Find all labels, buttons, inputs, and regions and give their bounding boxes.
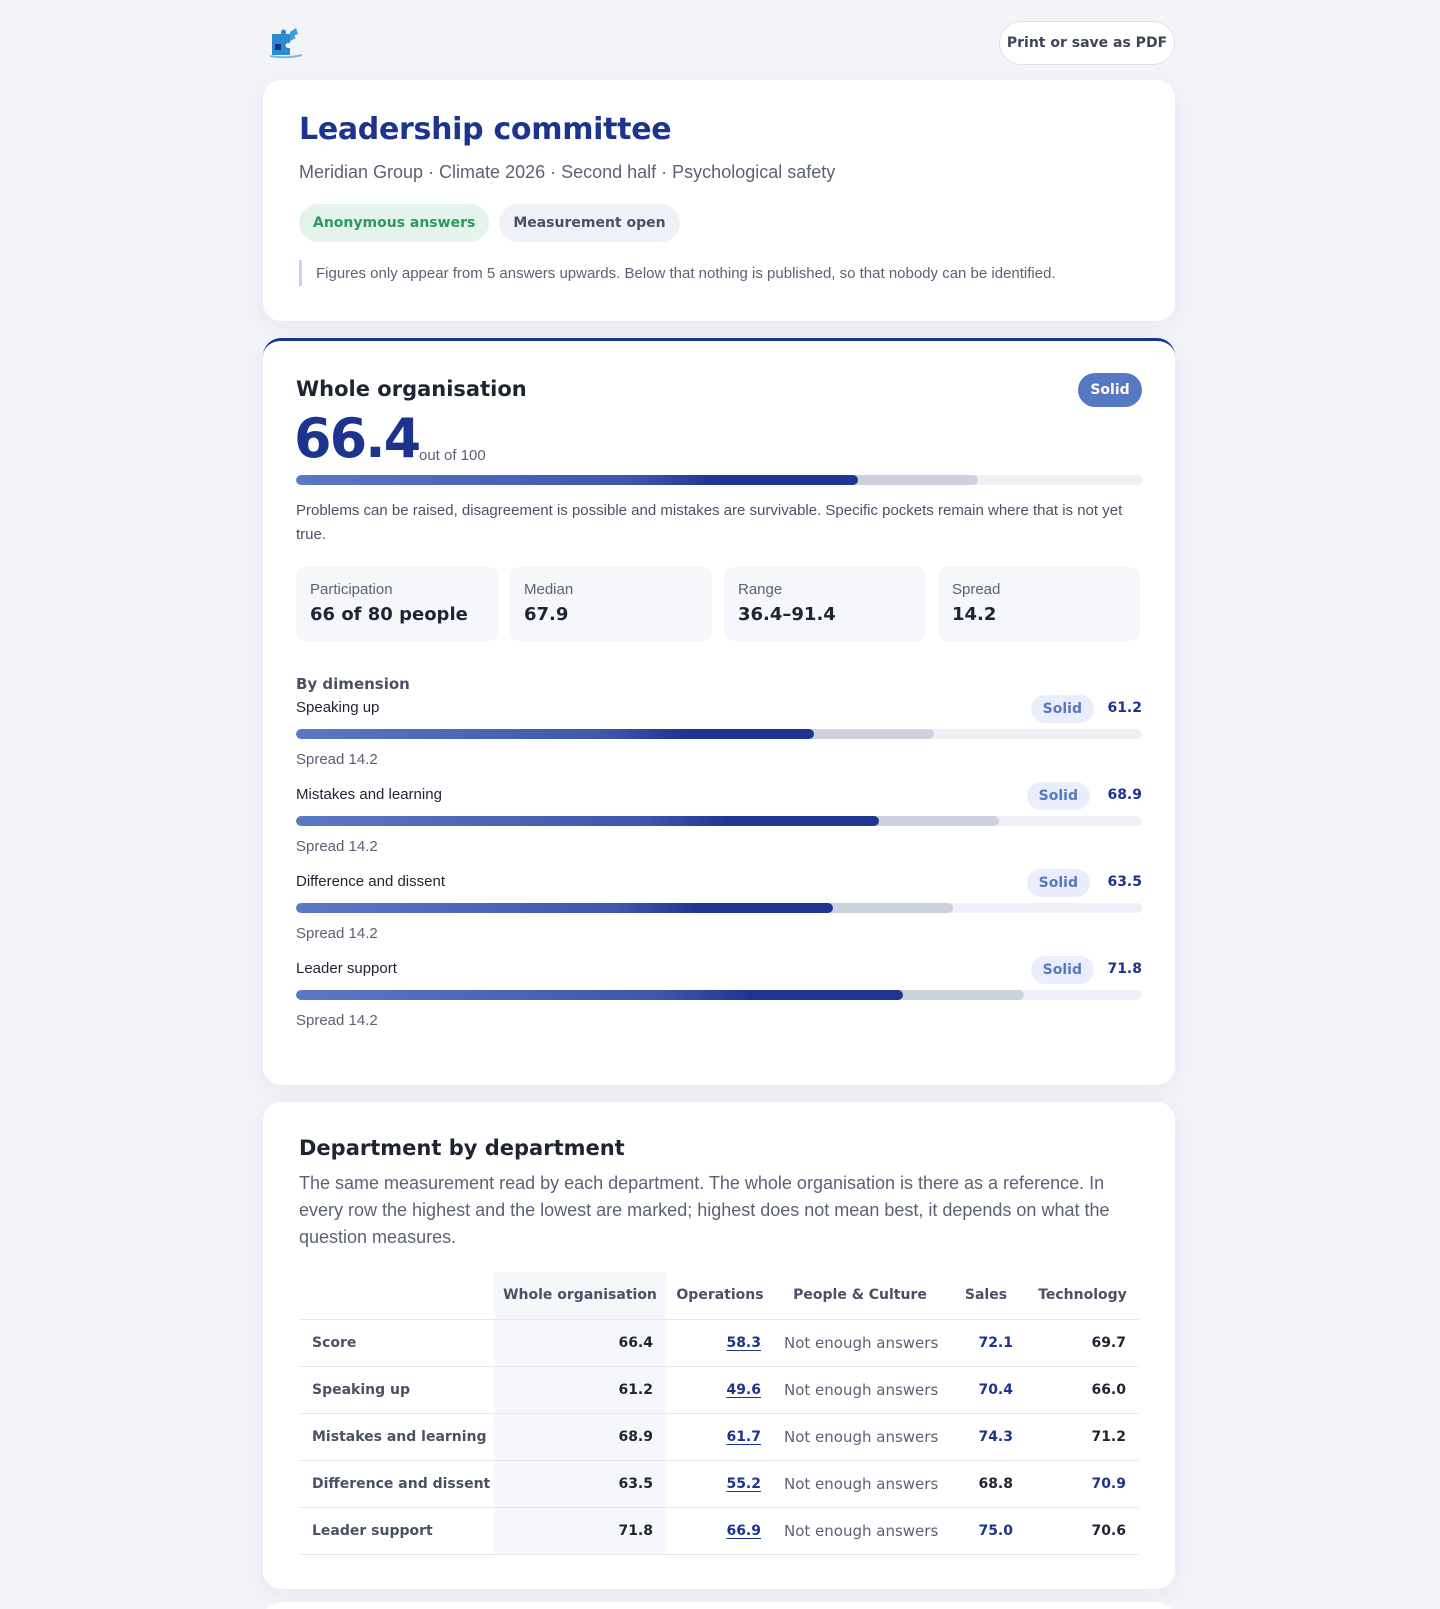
- stat-median: [510, 567, 712, 641]
- next-card-edge: [263, 1602, 1175, 1609]
- dimension-name: Speaking up: [296, 699, 380, 716]
- dimension-bar: [296, 729, 1142, 739]
- departments-card: [263, 1102, 1175, 1589]
- dimension-fill: [296, 903, 833, 913]
- stat-label: Median: [524, 581, 574, 598]
- lowest-value-link[interactable]: 66.9: [726, 1522, 761, 1539]
- stat-value: 66 of 80 people: [310, 604, 468, 625]
- score-scale: out of 100: [419, 447, 486, 464]
- cell-sales: 68.8: [946, 1460, 1026, 1507]
- cell-whole-organisation: 63.5: [494, 1460, 666, 1507]
- stat-value: 14.2: [952, 604, 997, 625]
- table-row: [299, 1413, 1139, 1460]
- lowest-value-link[interactable]: 58.3: [726, 1334, 761, 1351]
- anonymity-note: Figures only appear from 5 answers upwards. Below that nothing is published, so that nobody can be identified.: [299, 260, 1056, 286]
- lowest-value-link[interactable]: 49.6: [726, 1381, 761, 1398]
- column-header: People & Culture: [774, 1272, 946, 1319]
- dimension-status-badge: Solid: [1027, 782, 1090, 810]
- departments-table: [299, 1272, 1139, 1555]
- dimension-name: Difference and dissent: [296, 873, 445, 890]
- dimension-spread: Spread 14.2: [296, 838, 378, 855]
- status-badge: Solid: [1078, 373, 1142, 407]
- departments-title: Department by department: [299, 1136, 625, 1160]
- organisation-title: Whole organisation: [296, 377, 527, 401]
- cell-operations-lowest[interactable]: [666, 1366, 774, 1413]
- cell-technology: 70.6: [1026, 1507, 1139, 1554]
- dimension-speaking-up: [296, 695, 1142, 775]
- page-title: Leadership committee: [299, 112, 672, 147]
- cell-technology: 66.0: [1026, 1366, 1139, 1413]
- table-row: [299, 1319, 1139, 1366]
- dimension-name: Leader support: [296, 960, 397, 977]
- cell-people-culture: Not enough answers: [774, 1413, 946, 1460]
- dimension-fill: [296, 729, 814, 739]
- stat-label: Spread: [952, 581, 1001, 598]
- stats-row: [296, 567, 1140, 641]
- dimension-score: 63.5: [1107, 874, 1142, 890]
- cell-whole-organisation: 66.4: [494, 1319, 666, 1366]
- dimension-spread: Spread 14.2: [296, 925, 378, 942]
- overall-score: 66.4: [294, 407, 420, 470]
- dimension-mistakes-learning: [296, 782, 1142, 862]
- cell-whole-organisation: 61.2: [494, 1366, 666, 1413]
- stat-value: 67.9: [524, 604, 569, 625]
- overall-fill: [296, 475, 858, 485]
- measurement-chip: Measurement open: [499, 204, 679, 242]
- cell-operations-lowest[interactable]: [666, 1507, 774, 1554]
- anonymous-chip: Anonymous answers: [299, 204, 489, 242]
- dimension-name: Mistakes and learning: [296, 786, 442, 803]
- organisation-card: [263, 338, 1175, 1085]
- column-header: Sales: [946, 1272, 1026, 1319]
- dimension-bar: [296, 816, 1142, 826]
- puzzle-logo-icon: [269, 26, 303, 60]
- dimension-status-badge: Solid: [1031, 956, 1094, 984]
- dimension-spread: Spread 14.2: [296, 751, 378, 768]
- dimension-fill: [296, 990, 903, 1000]
- page-subtitle: Meridian Group · Climate 2026 · Second half · Psychological safety: [299, 162, 836, 182]
- row-label: Score: [299, 1319, 494, 1366]
- lowest-value-link[interactable]: 61.7: [726, 1428, 761, 1445]
- cell-sales: 75.0: [946, 1507, 1026, 1554]
- stat-value: 36.4–91.4: [738, 604, 836, 625]
- stat-label: Range: [738, 581, 783, 598]
- cell-operations-lowest[interactable]: [666, 1413, 774, 1460]
- dimension-status-badge: Solid: [1031, 695, 1094, 723]
- dimension-score: 68.9: [1107, 787, 1142, 803]
- print-pdf-button[interactable]: Print or save as PDF: [999, 21, 1175, 65]
- cell-operations-lowest[interactable]: [666, 1460, 774, 1507]
- dimension-status-badge: Solid: [1027, 869, 1090, 897]
- column-header: Technology: [1026, 1272, 1139, 1319]
- table-row: [299, 1366, 1139, 1413]
- dimension-leader-support: [296, 956, 1142, 1036]
- row-label: Difference and dissent: [299, 1460, 494, 1507]
- dimension-score: 71.8: [1107, 961, 1142, 977]
- stat-participation: [296, 567, 498, 641]
- dimension-bar: [296, 990, 1142, 1000]
- dimension-difference-dissent: [296, 869, 1142, 949]
- cell-whole-organisation: 71.8: [494, 1507, 666, 1554]
- column-header: Whole organisation: [494, 1272, 666, 1319]
- cell-whole-organisation: 68.9: [494, 1413, 666, 1460]
- row-label: Leader support: [299, 1507, 494, 1554]
- dimension-score: 61.2: [1107, 700, 1142, 716]
- table-row: [299, 1507, 1139, 1554]
- dimension-fill: [296, 816, 879, 826]
- table-row: [299, 1460, 1139, 1507]
- cell-sales: 74.3: [946, 1413, 1026, 1460]
- cell-people-culture: Not enough answers: [774, 1366, 946, 1413]
- overall-score-bar: [296, 475, 1142, 485]
- cell-operations-lowest[interactable]: [666, 1319, 774, 1366]
- column-header: Operations: [666, 1272, 774, 1319]
- status-chips: [299, 204, 680, 242]
- lowest-value-link[interactable]: 55.2: [726, 1475, 761, 1492]
- cell-people-culture: Not enough answers: [774, 1507, 946, 1554]
- cell-sales: 70.4: [946, 1366, 1026, 1413]
- row-label: Speaking up: [299, 1366, 494, 1413]
- column-header-empty: [299, 1272, 494, 1319]
- cell-people-culture: Not enough answers: [774, 1460, 946, 1507]
- by-dimension-heading: By dimension: [296, 675, 410, 693]
- table-header-row: [299, 1272, 1139, 1319]
- stat-spread: [938, 567, 1140, 641]
- cell-technology: 69.7: [1026, 1319, 1139, 1366]
- top-bar: [263, 0, 1175, 80]
- dimension-bar: [296, 903, 1142, 913]
- stat-range: [724, 567, 926, 641]
- stat-label: Participation: [310, 581, 393, 598]
- cell-technology: 70.9: [1026, 1460, 1139, 1507]
- dimension-spread: Spread 14.2: [296, 1012, 378, 1029]
- score-description: Problems can be raised, disagreement is possible and mistakes are survivable. Specific pockets remain where that is not yet true.: [296, 502, 1123, 543]
- header-card: [263, 80, 1175, 321]
- cell-technology: 71.2: [1026, 1413, 1139, 1460]
- cell-people-culture: Not enough answers: [774, 1319, 946, 1366]
- cell-sales: 72.1: [946, 1319, 1026, 1366]
- row-label: Mistakes and learning: [299, 1413, 494, 1460]
- departments-intro: The same measurement read by each department. The whole organisation is there as a reference. In every row the highest and the lowest are marked; highest does not mean best, it depends on what the question measures.: [299, 1173, 1110, 1247]
